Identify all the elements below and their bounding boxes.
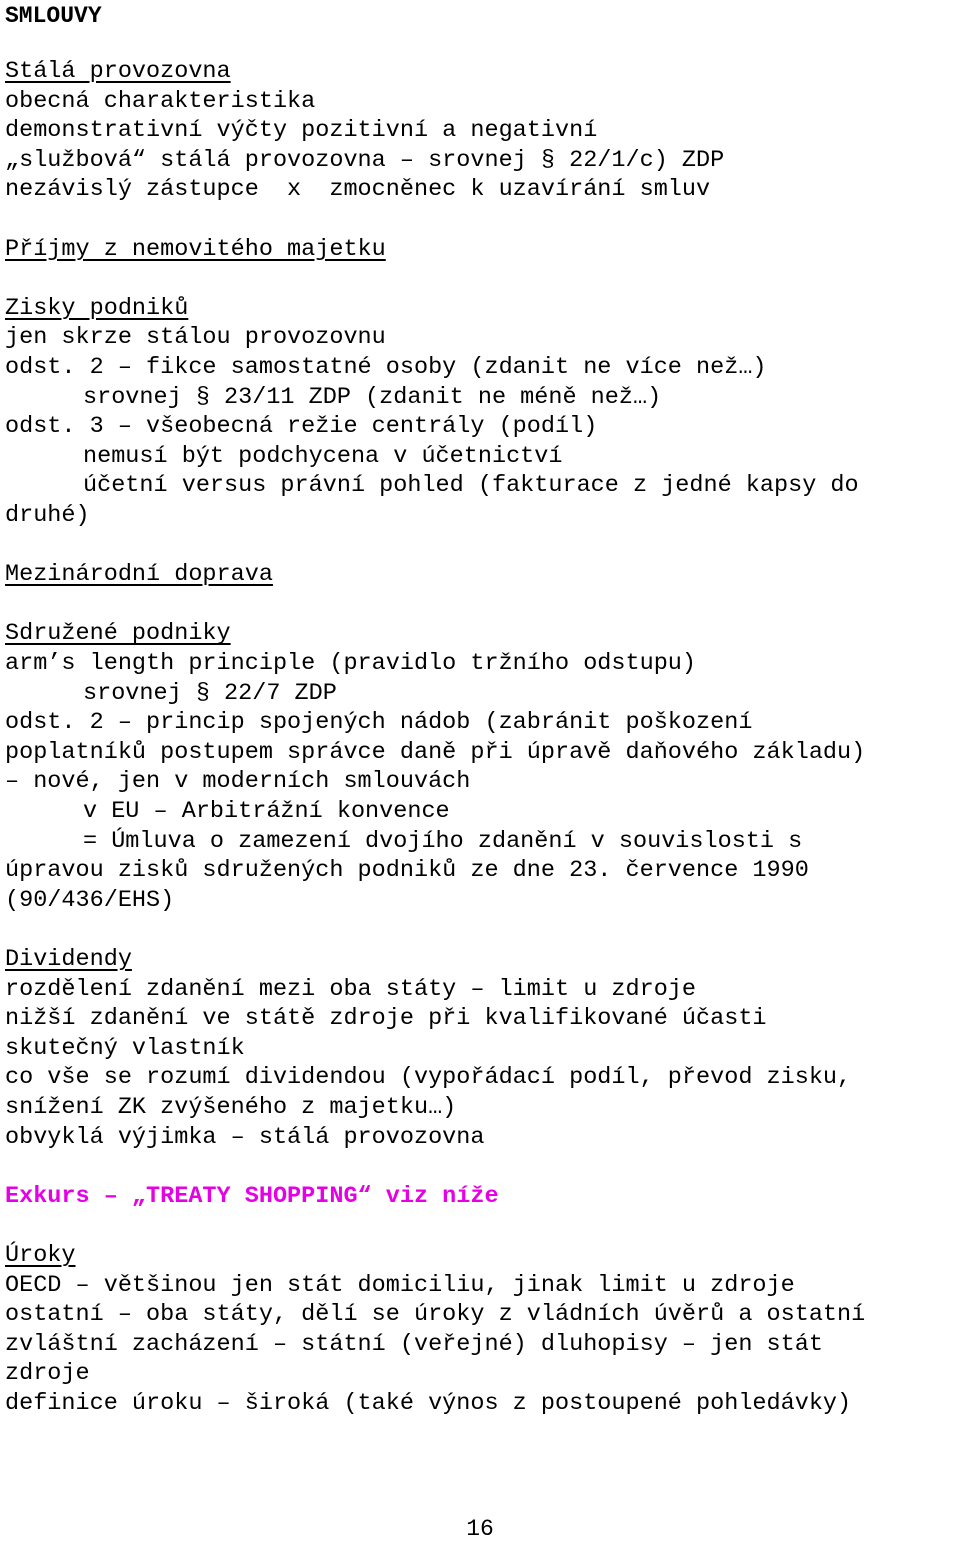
section-heading-permanent-establishment: Stálá provozovna (5, 58, 231, 85)
text-line: ostatní – oba státy, dělí se úroky z vládních úvěrů a ostatní (5, 1301, 866, 1329)
section-heading-dividends: Dividendy (5, 946, 132, 973)
section-heading-real-estate-income: Příjmy z nemovitého majetku (5, 235, 386, 263)
text-line: demonstrativní výčty pozitivní a negativní (5, 117, 598, 145)
text-line: zvláštní zacházení – státní (veřejné) dluhopisy – jen stát (5, 1330, 823, 1358)
text-line: odst. 2 – princip spojených nádob (zabránit poškození (5, 709, 753, 737)
excursus-treaty-shopping-note: Exkurs – „TREATY SHOPPING“ viz níže (5, 1182, 499, 1210)
section-heading-international-transport: Mezinárodní doprava (5, 561, 273, 589)
text-line: nižší zdanění ve státě zdroje při kvalifikované účasti (5, 1005, 767, 1033)
text-line: – nové, jen v moderních smlouvách (5, 768, 471, 796)
text-line: arm’s length principle (pravidlo tržního odstupu) (5, 650, 697, 677)
text-line: (90/436/EHS) (5, 886, 175, 914)
text-line: obecná charakteristika (5, 87, 316, 115)
text-line: snížení ZK zvýšeného z majetku…) (5, 1094, 457, 1121)
text-line: rozdělení zdanění mezi oba státy – limit u zdroje (5, 975, 697, 1003)
text-line: obvyklá výjimka – stálá provozovna (5, 1123, 485, 1151)
text-line: zdroje (5, 1360, 90, 1388)
text-line-indented: srovnej § 23/11 ZDP (zdanit ne méně než…) (83, 383, 662, 411)
text-line: co vše se rozumí dividendou (vypořádací podíl, převod zisku, (5, 1064, 852, 1092)
page-number: 16 (466, 1516, 494, 1542)
text-line-indented: = Úmluva o zamezení dvojího zdanění v souvislosti s (83, 827, 803, 855)
text-line: druhé) (5, 502, 90, 529)
text-line-indented: účetní versus právní pohled (fakturace z jedné kapsy do (83, 472, 859, 500)
text-line: nezávislý zástupce x zmocněnec k uzavírání smluv (5, 176, 711, 204)
text-line: definice úroku – široká (také výnos z postoupené pohledávky) (5, 1390, 852, 1417)
text-line: jen skrze stálou provozovnu (5, 324, 386, 352)
document-title: SMLOUVY (5, 3, 102, 29)
text-line: odst. 3 – všeobecná režie centrály (podíl) (5, 413, 598, 441)
text-line-indented: v EU – Arbitrážní konvence (83, 798, 450, 825)
text-line: skutečný vlastník (5, 1034, 245, 1062)
text-line-indented: srovnej § 22/7 ZDP (83, 679, 337, 707)
text-line: OECD – většinou jen stát domiciliu, jinak limit u zdroje (5, 1271, 795, 1299)
section-heading-interest: Úroky (5, 1242, 76, 1269)
section-heading-associated-enterprises: Sdružené podniky (5, 620, 231, 648)
text-line: úpravou zisků sdružených podniků ze dne 23. července 1990 (5, 857, 809, 885)
text-line: poplatníků postupem správce daně při úpravě daňového základu) (5, 738, 866, 766)
text-line-indented: nemusí být podchycena v účetnictví (83, 442, 563, 470)
section-heading-business-profits: Zisky podniků (5, 294, 189, 322)
text-line: odst. 2 – fikce samostatné osoby (zdanit ne více než…) (5, 354, 767, 381)
text-line: „službová“ stálá provozovna – srovnej § 22/1/c) ZDP (5, 146, 725, 174)
